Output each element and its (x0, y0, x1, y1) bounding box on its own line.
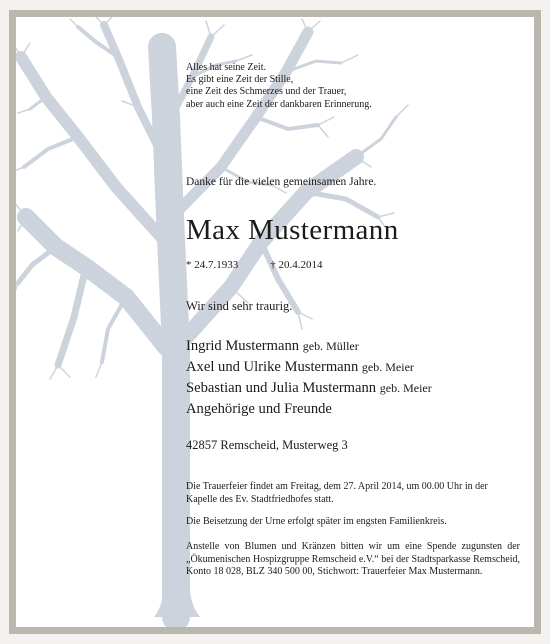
mourner-note: geb. Meier (379, 381, 432, 395)
verse (186, 62, 372, 111)
mourner-name: Axel und Ulrike Mustermann (186, 359, 359, 375)
thanks-line: Danke für die vielen gemeinsamen Jahre. (186, 176, 377, 188)
mourner-name: Angehörige und Freunde (186, 401, 332, 417)
obituary-card (16, 17, 534, 627)
sad-line: Wir sind sehr traurig. (186, 299, 293, 313)
verse-line: Alles hat seine Zeit. (186, 62, 266, 73)
birth-date: * 24.7.1933 (186, 259, 239, 271)
verse-line: aber auch eine Zeit der dankbaren Erinnerung. (186, 98, 372, 110)
donation-info: Anstelle von Blumen und Kränzen bitten wir um eine Spende zugunsten der „Ökumenischen Hospizgruppe Remscheid e.V.“ bei der Stadtsparkasse Remscheid, Konto 18 028, BLZ 340 500 00, Stichwort: Trauerfeier Max Mustermann. (186, 541, 520, 577)
life-dates (186, 259, 323, 271)
funeral-info: Die Trauerfeier findet am Freitag, dem 27. April 2014, um 00.00 Uhr in der Kapelle des Ev. Stadtfriedhofes statt. (186, 481, 488, 505)
mourner (186, 399, 432, 420)
mourner (186, 336, 432, 357)
mourner (186, 378, 432, 399)
mourners-list (186, 336, 432, 420)
verse-line: Es gibt eine Zeit der Stille, (186, 74, 294, 86)
address: 42857 Remscheid, Musterweg 3 (186, 438, 348, 452)
urn-info: Die Beisetzung der Urne erfolgt später im engsten Familienkreis. (186, 516, 447, 527)
mourner-name: Ingrid Mustermann (186, 338, 300, 354)
mourner (186, 357, 432, 378)
card-frame (9, 10, 541, 634)
death-date: † 20.4.2014 (270, 259, 323, 271)
verse-line: eine Zeit des Schmerzes und der Trauer, (186, 86, 347, 98)
mourner-note: geb. Meier (361, 360, 414, 374)
mourner-note: geb. Müller (302, 339, 359, 353)
mourner-name: Sebastian und Julia Mustermann (186, 380, 377, 396)
deceased-name: Max Mustermann (186, 214, 399, 246)
